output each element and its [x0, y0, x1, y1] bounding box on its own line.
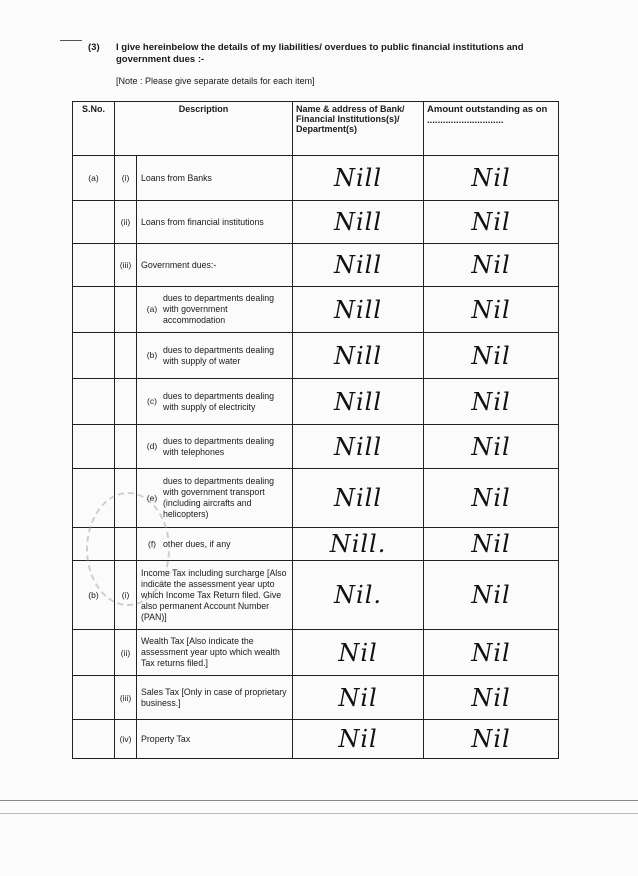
- row-description: [137, 676, 293, 720]
- row-sno: (a): [73, 156, 115, 201]
- row-amount-handwritten: Nil: [424, 201, 559, 244]
- row-description: [137, 379, 293, 425]
- row-sub-label: (b): [146, 350, 158, 360]
- row-sno: [73, 333, 115, 379]
- row-amount-handwritten: Nil: [424, 676, 559, 720]
- row-roman: [115, 333, 137, 379]
- row-amount-handwritten: Nil: [424, 528, 559, 561]
- row-amount-handwritten: Nil: [424, 469, 559, 528]
- row-amount-handwritten: Nil: [424, 287, 559, 333]
- row-roman: [115, 379, 137, 425]
- row-text: dues to departments dealing with government accommodation: [163, 293, 275, 325]
- row-roman: (iv): [115, 720, 137, 759]
- bottom-rule: [0, 800, 638, 801]
- row-sno: (b): [73, 561, 115, 630]
- section-heading: I give hereinbelow the details of my liabilities/ overdues to public financial institutions and government dues :-: [116, 42, 524, 65]
- row-text: other dues, if any: [163, 538, 231, 549]
- row-text: dues to departments dealing with government transport (including aircrafts and helicopters): [163, 476, 275, 519]
- row-name-handwritten: Nill: [293, 333, 424, 379]
- table-row: [73, 156, 559, 201]
- row-roman: [115, 425, 137, 469]
- section-note: [Note : Please give separate details for each item]: [116, 76, 315, 86]
- row-roman: (iii): [115, 244, 137, 287]
- row-name-handwritten: Nill: [293, 201, 424, 244]
- table-row: [73, 425, 559, 469]
- header-name-address: Name & address of Bank/ Financial Institutions(s)/ Department(s): [293, 102, 424, 156]
- row-text: dues to departments dealing with telephones: [163, 435, 275, 457]
- row-text: Loans from Banks: [141, 172, 212, 183]
- section-number: (3): [88, 42, 100, 53]
- row-text: Property Tax: [141, 733, 191, 744]
- row-amount-handwritten: Nil: [424, 244, 559, 287]
- row-sno: [73, 425, 115, 469]
- row-roman: (ii): [115, 201, 137, 244]
- header-description: Description: [115, 102, 293, 156]
- liabilities-table: [72, 101, 559, 759]
- row-name-handwritten: Nill: [293, 156, 424, 201]
- seal-stamp: [86, 492, 170, 606]
- row-roman: (i): [115, 561, 137, 630]
- row-sub-label: (c): [147, 396, 157, 406]
- table-row: [73, 201, 559, 244]
- row-description: [137, 244, 293, 287]
- row-sno: [73, 676, 115, 720]
- row-sno: [73, 287, 115, 333]
- table-row: [73, 676, 559, 720]
- row-sno: [73, 244, 115, 287]
- row-description: [137, 425, 293, 469]
- table-row: [73, 333, 559, 379]
- row-sub-label: (d): [146, 441, 158, 451]
- row-description: [137, 333, 293, 379]
- row-roman: (iii): [115, 676, 137, 720]
- row-amount-handwritten: Nil: [424, 156, 559, 201]
- row-sub-label: (a): [146, 304, 158, 314]
- header-sno: S.No.: [73, 102, 115, 156]
- row-description: [137, 156, 293, 201]
- row-name-handwritten: Nill: [293, 425, 424, 469]
- row-description: [137, 630, 293, 676]
- row-text: dues to departments dealing with supply of electricity: [163, 390, 275, 412]
- scan-mark: [60, 40, 82, 41]
- header-amount: Amount outstanding as on .............................: [424, 102, 559, 156]
- row-text: Wealth Tax [Also indicate the assessment year upto which wealth Tax returns filed.]: [141, 636, 280, 668]
- row-text: Loans from financial institutions: [141, 216, 264, 227]
- row-name-handwritten: Nil: [293, 676, 424, 720]
- row-text: Income Tax including surcharge [Also indicate the assessment year upto which Income Tax Return filed. Give also permanent Account Number (PAN)]: [141, 567, 287, 622]
- row-roman: (i): [115, 156, 137, 201]
- row-name-handwritten: Nill.: [293, 528, 424, 561]
- row-name-handwritten: Nil: [293, 630, 424, 676]
- table-row: [73, 720, 559, 759]
- row-sno: [73, 720, 115, 759]
- row-sno: [73, 201, 115, 244]
- row-text: dues to departments dealing with supply of water: [163, 344, 275, 366]
- table-row: [73, 630, 559, 676]
- row-amount-handwritten: Nil: [424, 630, 559, 676]
- row-name-handwritten: Nill: [293, 469, 424, 528]
- row-amount-handwritten: Nil: [424, 379, 559, 425]
- row-sno: [73, 379, 115, 425]
- row-amount-handwritten: Nil: [424, 425, 559, 469]
- row-amount-handwritten: Nil: [424, 333, 559, 379]
- row-name-handwritten: Nill: [293, 287, 424, 333]
- row-description: [137, 720, 293, 759]
- row-roman: (ii): [115, 630, 137, 676]
- row-sno: [73, 630, 115, 676]
- table-header-row: [73, 102, 559, 156]
- table-row: [73, 244, 559, 287]
- row-text: Government dues:-: [141, 259, 217, 270]
- table-row: [73, 287, 559, 333]
- row-name-handwritten: Nill: [293, 379, 424, 425]
- row-name-handwritten: Nil.: [293, 561, 424, 630]
- row-roman: [115, 287, 137, 333]
- bottom-rule-2: [0, 813, 638, 814]
- row-amount-handwritten: Nil: [424, 720, 559, 759]
- row-name-handwritten: Nil: [293, 720, 424, 759]
- row-sub-label: (f): [147, 538, 157, 549]
- row-text: Sales Tax [Only in case of proprietary business.]: [141, 686, 287, 708]
- row-sub-label: (e): [146, 492, 158, 503]
- row-description: [137, 201, 293, 244]
- row-description: [137, 287, 293, 333]
- row-name-handwritten: Nill: [293, 244, 424, 287]
- row-amount-handwritten: Nil: [424, 561, 559, 630]
- table-row: [73, 379, 559, 425]
